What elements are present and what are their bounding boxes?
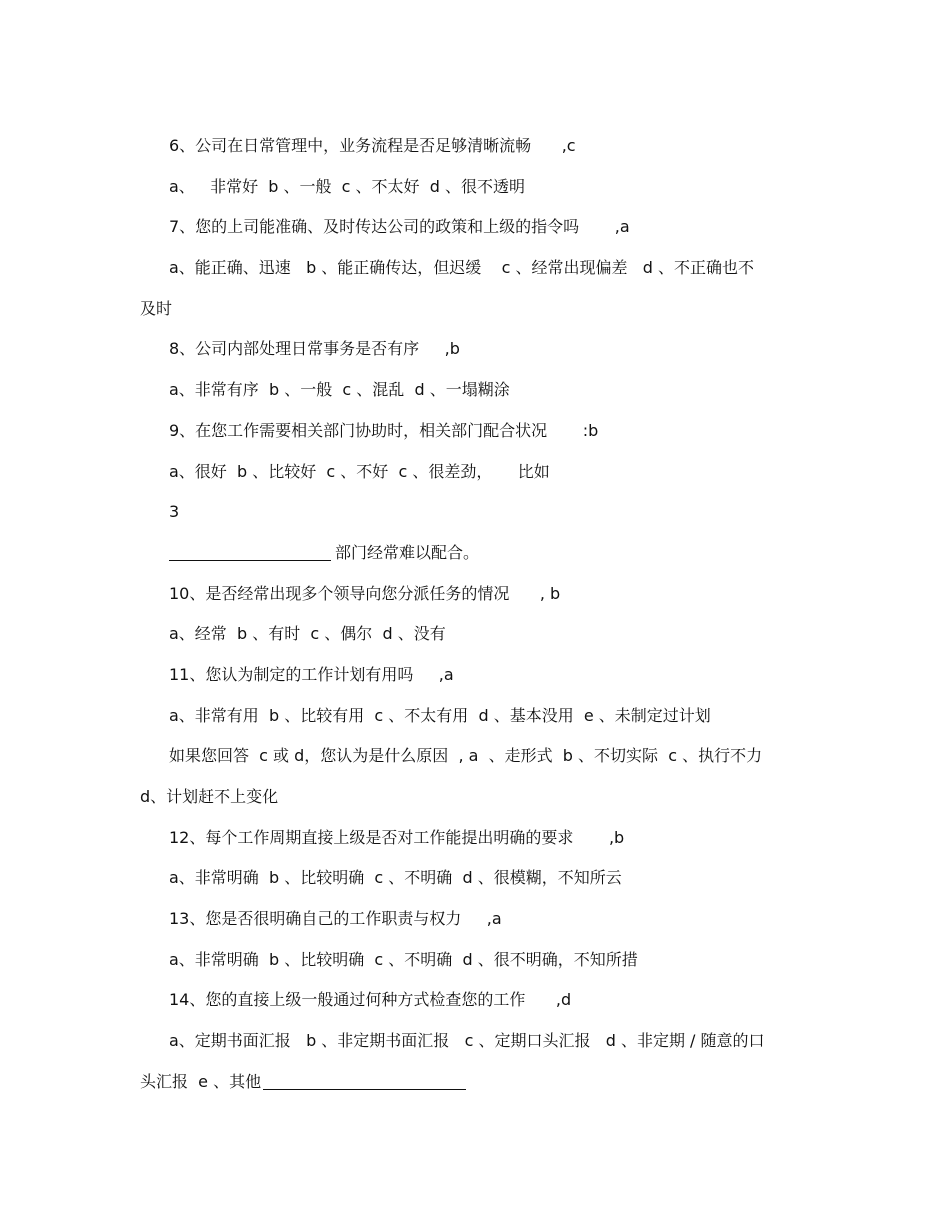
question-9: 9、在您工作需要相关部门协助时，相关部门配合状况 :b [169,420,599,440]
question-11-followup: 如果您回答 c 或 d，您认为是什么原因 , a 、走形式 b 、不切实际 c 、执行不力 [169,746,763,766]
fill-in-suffix: 部门经常难以配合。 [335,542,480,562]
fill-in-blank-department[interactable] [169,542,331,561]
question-11: 11、您认为制定的工作计划有用吗 ,a [169,664,454,684]
question-7: 7、您的上司能准确、及时传达公司的政策和上级的指令吗 ,a [169,217,630,237]
question-9-options: a、很好 b 、比较好 c 、不好 c 、很差劲， 比如 [169,461,550,481]
question-10: 10、是否经常出现多个领导向您分派任务的情况 , b [169,583,561,603]
question-11-followup-continued: d、计划赶不上变化 [140,787,279,806]
question-12: 12、每个工作周期直接上级是否对工作能提出明确的要求 ,b [169,827,625,847]
question-10-options: a、经常 b 、有时 c 、偶尔 d 、没有 [169,624,446,644]
fill-in-blank-other[interactable] [263,1071,466,1090]
options-text: 头汇报 e 、其他 [140,1071,262,1091]
question-14-options: a、定期书面汇报 b 、非定期书面汇报 c 、定期口头汇报 d 、非定期 / 随意的口 [169,1031,765,1051]
question-9-fill-in [140,533,810,574]
question-7-options-continued: 及时 [140,298,173,318]
question-6-options: a、 非常好 b 、一般 c 、不太好 d 、很不透明 [169,176,525,196]
question-14: 14、您的直接上级一般通过何种方式检查您的工作 ,d [169,990,572,1010]
question-7-options: a、能正确、迅速 b 、能正确传达，但迟缓 c 、经常出现偏差 d 、不正确也不 [169,258,755,278]
question-6: 6、公司在日常管理中，业务流程是否足够清晰流畅 ,c [169,136,576,155]
question-13: 13、您是否很明确自己的工作职责与权力 ,a [169,909,502,929]
question-14-options-continued [140,1062,810,1103]
question-8: 8、公司内部处理日常事务是否有序 ,b [169,339,460,359]
question-13-options: a、非常明确 b 、比较明确 c 、不明确 d 、很不明确，不知所措 [169,949,638,969]
question-8-options: a、非常有序 b 、一般 c 、混乱 d 、一塌糊涂 [169,380,510,400]
page-number-3: 3 [169,502,180,522]
question-11-options: a、非常有用 b 、比较有用 c 、不太有用 d 、基本没用 e 、未制定过计划 [169,705,711,725]
question-12-options: a、非常明确 b 、比较明确 c 、不明确 d 、很模糊，不知所云 [169,868,622,888]
